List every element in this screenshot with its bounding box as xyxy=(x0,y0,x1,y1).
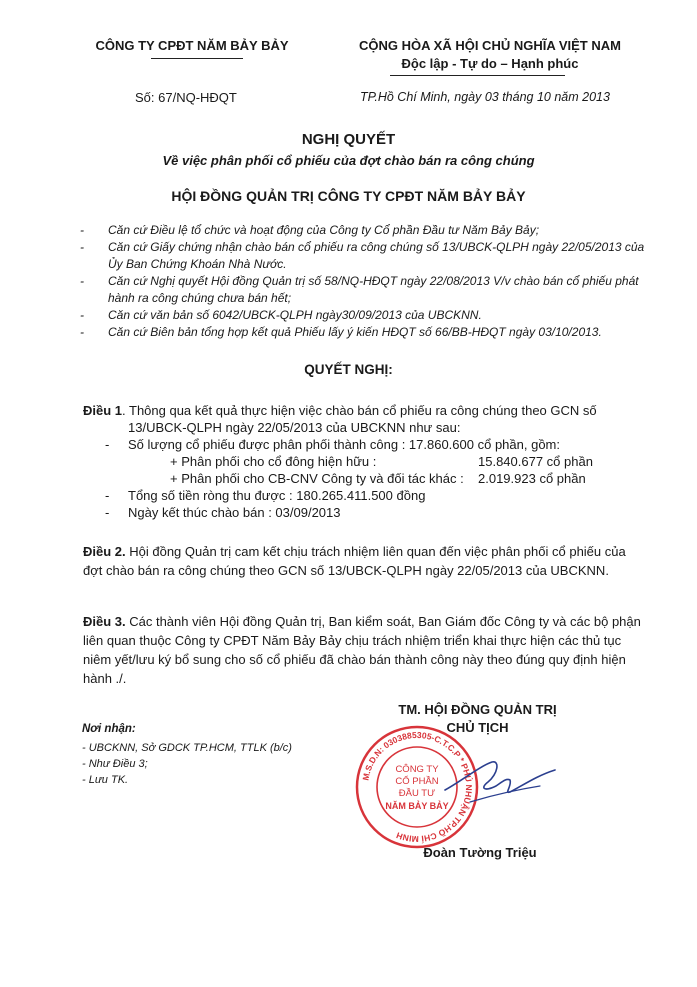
article-1-bullet: - Tổng số tiền ròng thu được : 180.265.411.500 đồng xyxy=(105,488,426,503)
basis-item: - Căn cứ Giấy chứng nhận chào bán cổ phiếu ra công chúng số 13/UBCK-QLPH ngày 22/05/2013 của Ủy Ban Chứng Khoán Nhà Nước. xyxy=(80,240,645,271)
basis-item: - Căn cứ văn bản số 6042/UBCK-QLPH ngày30/09/2013 của UBCKNN. xyxy=(80,308,482,322)
basis-item: - Căn cứ Nghị quyết Hội đồng Quản trị số 58/NQ-HĐQT ngày 22/08/2013 V/v chào bán cổ phiếu phát hành ra công chúng chưa bán hết; xyxy=(80,274,639,305)
legal-basis-list xyxy=(80,222,650,341)
seal-line: CÔNG TY xyxy=(395,764,439,775)
document-subtitle: Về việc phân phối cổ phiếu của đợt chào bán ra công chúng xyxy=(162,153,535,168)
seal-line: NĂM BẢY BẢY xyxy=(385,801,449,811)
article-2-label: Điều 2. xyxy=(83,544,126,559)
decision-heading: QUYẾT NGHỊ: xyxy=(304,362,393,377)
signer-role: CHỦ TỊCH xyxy=(446,720,509,735)
document-number: Số: 67/NQ-HĐQT xyxy=(135,90,237,105)
basis-item: - Căn cứ Biên bản tổng hợp kết quả Phiếu lấy ý kiến HĐQT số 66/BB-HĐQT ngày 03/10/2013. xyxy=(80,325,602,339)
article-1: Điều 1. Thông qua kết quả thực hiện việc chào bán cổ phiếu ra công chúng theo GCN số 13/UBCK-QLPH ngày 22/05/2013 của UBCKNN như sau: - Số lượng cổ phiếu được phân phối thành công : 17.860.600 cổ phần, gồm: + Phân phối cho cổ đông hiện hữu : 15.840.677 cổ phần + Phân phối cho CB-CNV Công ty và đối tác khác : 2.019.923 cổ phần - Tổng số tiền ròng thu được : 180.265.411.500 đồng - Ngày kết thúc chào bán : 03/09/2013 xyxy=(83,402,648,521)
recipient-item: - Lưu TK. xyxy=(82,774,129,786)
company-name: CÔNG TY CPĐT NĂM BẢY BẢY xyxy=(95,38,289,53)
board-heading: HỘI ĐỒNG QUẢN TRỊ CÔNG TY CPĐT NĂM BẢY BẢY xyxy=(171,188,526,204)
motto-underline xyxy=(390,75,565,76)
recipients-title: Nơi nhận: xyxy=(82,723,136,735)
recipient-item: - Như Điều 3; xyxy=(82,758,148,770)
document-title: NGHỊ QUYẾT xyxy=(301,131,396,148)
recipient-item: - UBCKNN, Sở GDCK TP.HCM, TTLK (b/c) xyxy=(82,742,292,754)
on-behalf-of: TM. HỘI ĐỒNG QUẢN TRỊ xyxy=(398,702,557,717)
motto: Độc lập - Tự do – Hạnh phúc xyxy=(401,56,579,71)
article-2: Điều 2. Hội đồng Quản trị cam kết chịu trách nhiệm liên quan đến việc phân phối cổ phiếu của đợt chào bán ra công chúng theo GCN số 13/UBCK-QLPH ngày 22/05/2013 của UBCKNN. xyxy=(83,544,626,578)
company-underline xyxy=(151,58,243,59)
allocation-row: + Phân phối cho CB-CNV Công ty và đối tác khác : 2.019.923 cổ phần xyxy=(170,471,586,486)
article-1-label: Điều 1 xyxy=(83,403,123,418)
allocation-row: + Phân phối cho cổ đông hiện hữu : 15.840.677 cổ phần xyxy=(170,454,593,469)
article-1-bullet: - Ngày kết thúc chào bán : 03/09/2013 xyxy=(105,505,341,520)
signer-name: Đoàn Tường Triệu xyxy=(423,845,537,860)
recipients-list xyxy=(82,740,292,788)
seal-ring-text: M.S.D.N: 0303885305-C.T.C.P * PHÚ NHUẬN TP.HỒ CHÍ MINH xyxy=(360,729,475,845)
place-date: TP.Hồ Chí Minh, ngày 03 tháng 10 năm 2013 xyxy=(360,90,610,104)
seal-line: CỔ PHẦN xyxy=(395,776,439,787)
article-1-bullet: - Số lượng cổ phiếu được phân phối thành công : 17.860.600 cổ phần, gồm: xyxy=(105,437,560,452)
article-3-label: Điều 3. xyxy=(83,614,126,629)
handwritten-signature xyxy=(440,752,560,812)
seal-line: ĐẦU TƯ xyxy=(398,788,436,799)
article-3: Điều 3. Các thành viên Hội đồng Quản trị, Ban kiểm soát, Ban Giám đốc Công ty và các bộ phận liên quan thuộc Công ty CPĐT Năm Bảy Bảy chịu trách nhiệm triển khai thực hiện các thủ tục niêm yết/lưu ký bổ sung cho số cổ phiếu đã chào bán thành công này theo đúng quy định hiện hành ./. xyxy=(83,614,641,686)
basis-item: - Căn cứ Điều lệ tổ chức và hoạt động của Công ty Cổ phần Đầu tư Năm Bảy Bảy; xyxy=(80,223,540,237)
republic-title: CỘNG HÒA XÃ HỘI CHỦ NGHĨA VIỆT NAM xyxy=(359,38,621,53)
